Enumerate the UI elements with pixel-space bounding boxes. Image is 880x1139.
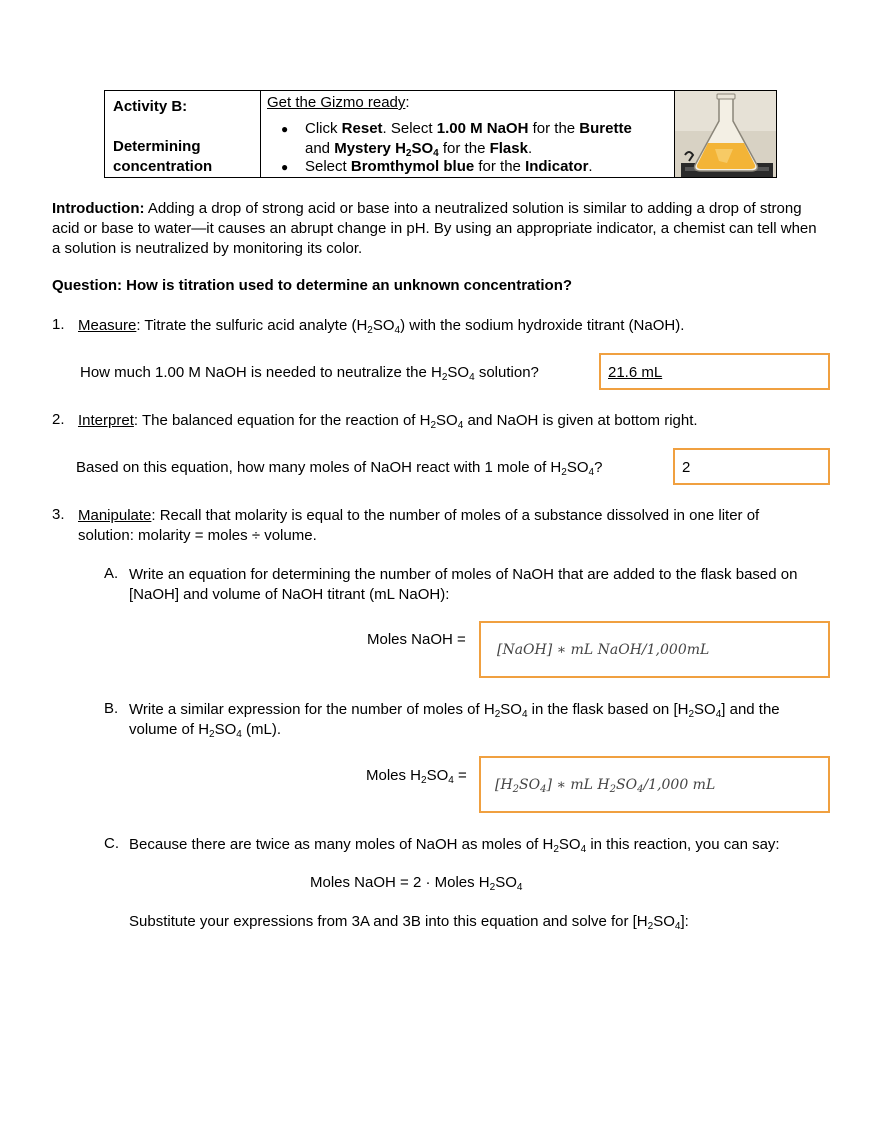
q2-answer-box[interactable]: [673, 448, 830, 485]
q2-answer: 2: [682, 459, 691, 476]
intro-text: Adding a drop of strong acid or base into a neutralized solution is similar to adding a drop of strong acid or base to water—it causes an abrupt change in pH. By using an appropriate indicator, a chemist can tell when a solution is neutralized by monitoring its color.: [52, 200, 817, 257]
gizmo-setup-cell: Get the Gizmo ready: ● Click Reset. Select 1.00 M NaOH for the Burette and Mystery $H_2SO_4$ for the Flask. ● Select Bromthymol blue for the Indicator.: [261, 91, 675, 177]
q3b-answer-box[interactable]: [479, 756, 830, 813]
q2-prompt: Based on this equation, how many moles of NaOH react with 1 mole of $H_2SO_4$?: [76, 459, 603, 478]
q3c-equation: Moles NaOH = 2 · Moles $H_2SO_4$: [310, 874, 523, 893]
gizmo-heading: Get the Gizmo ready: [267, 94, 406, 111]
q3b-letter: B.: [104, 700, 119, 717]
setup-step-1: ● Click Reset. Select 1.00 M NaOH for the Burette and Mystery $H_2SO_4$ for the Flask.: [305, 119, 674, 159]
q1-answer: 21.6 mL: [608, 364, 663, 381]
main-question: Question: How is titration used to determine an unknown concentration?: [52, 277, 573, 294]
q3a-text: Write an equation for determining the number of moles of NaOH that are added to the flask based on [NaOH] and volume of NaOH titrant (mL NaOH):: [129, 566, 798, 603]
q2-number: 2.: [52, 411, 65, 428]
setup-steps: [267, 119, 674, 177]
q3a-answer: [NaOH] ∗ mL NaOH/1,000mL: [497, 642, 710, 658]
q3c-substitute: Substitute your expressions from 3A and 3B into this equation and solve for $[H_2SO_4]$:: [129, 913, 689, 932]
flask-image: [675, 91, 776, 177]
flask-icon: [675, 91, 776, 177]
q3b-text: Write a similar expression for the number of moles of $H_2SO_4$ in the flask based on $[H_2SO_4]$ and the volume of $H_2SO_4$ (mL).: [129, 701, 780, 740]
q3-text: Manipulate: Recall that molarity is equal to the number of moles of a substance dissolved in one liter of solution: molarity = moles ÷ volume.: [78, 507, 760, 544]
q3c-letter: C.: [104, 835, 119, 852]
q3a-answer-box[interactable]: [479, 621, 830, 678]
activity-label: Activity B:: [113, 98, 188, 115]
q3-number: 3.: [52, 506, 65, 523]
q1-number: 1.: [52, 316, 65, 333]
q3c-text: Because there are twice as many moles of NaOH as moles of $H_2SO_4$ in this reaction, you can say:: [129, 836, 780, 855]
q2-text: Interpret: The balanced equation for the reaction of $H_2SO_4$ and NaOH is given at bottom right.: [78, 412, 698, 431]
q1-prompt: How much 1.00 M NaOH is needed to neutralize the $H_2SO_4$ solution?: [80, 364, 539, 383]
q3a-label: Moles NaOH =: [367, 631, 466, 648]
q1-answer-box[interactable]: [599, 353, 830, 390]
q1-text: Measure: Titrate the sulfuric acid analyte $(H_2SO_4)$ with the sodium hydroxide titrant (NaOH).: [78, 317, 685, 336]
q3b-label: Moles $H_2SO_4$ =: [366, 767, 467, 786]
setup-step-2: ● Select Bromthymol blue for the Indicator.: [305, 157, 674, 177]
q3b-answer: $[H_2SO_4]$ ∗ mL $H_2SO_4/1,000$ mL: [495, 777, 716, 795]
intro-label: Introduction:: [52, 200, 145, 217]
introduction: [52, 199, 822, 259]
activity-title-cell: [105, 91, 261, 177]
activity-header-table: [104, 90, 777, 178]
activity-title: Determining concentration: [113, 138, 213, 175]
q3a-letter: A.: [104, 565, 119, 582]
